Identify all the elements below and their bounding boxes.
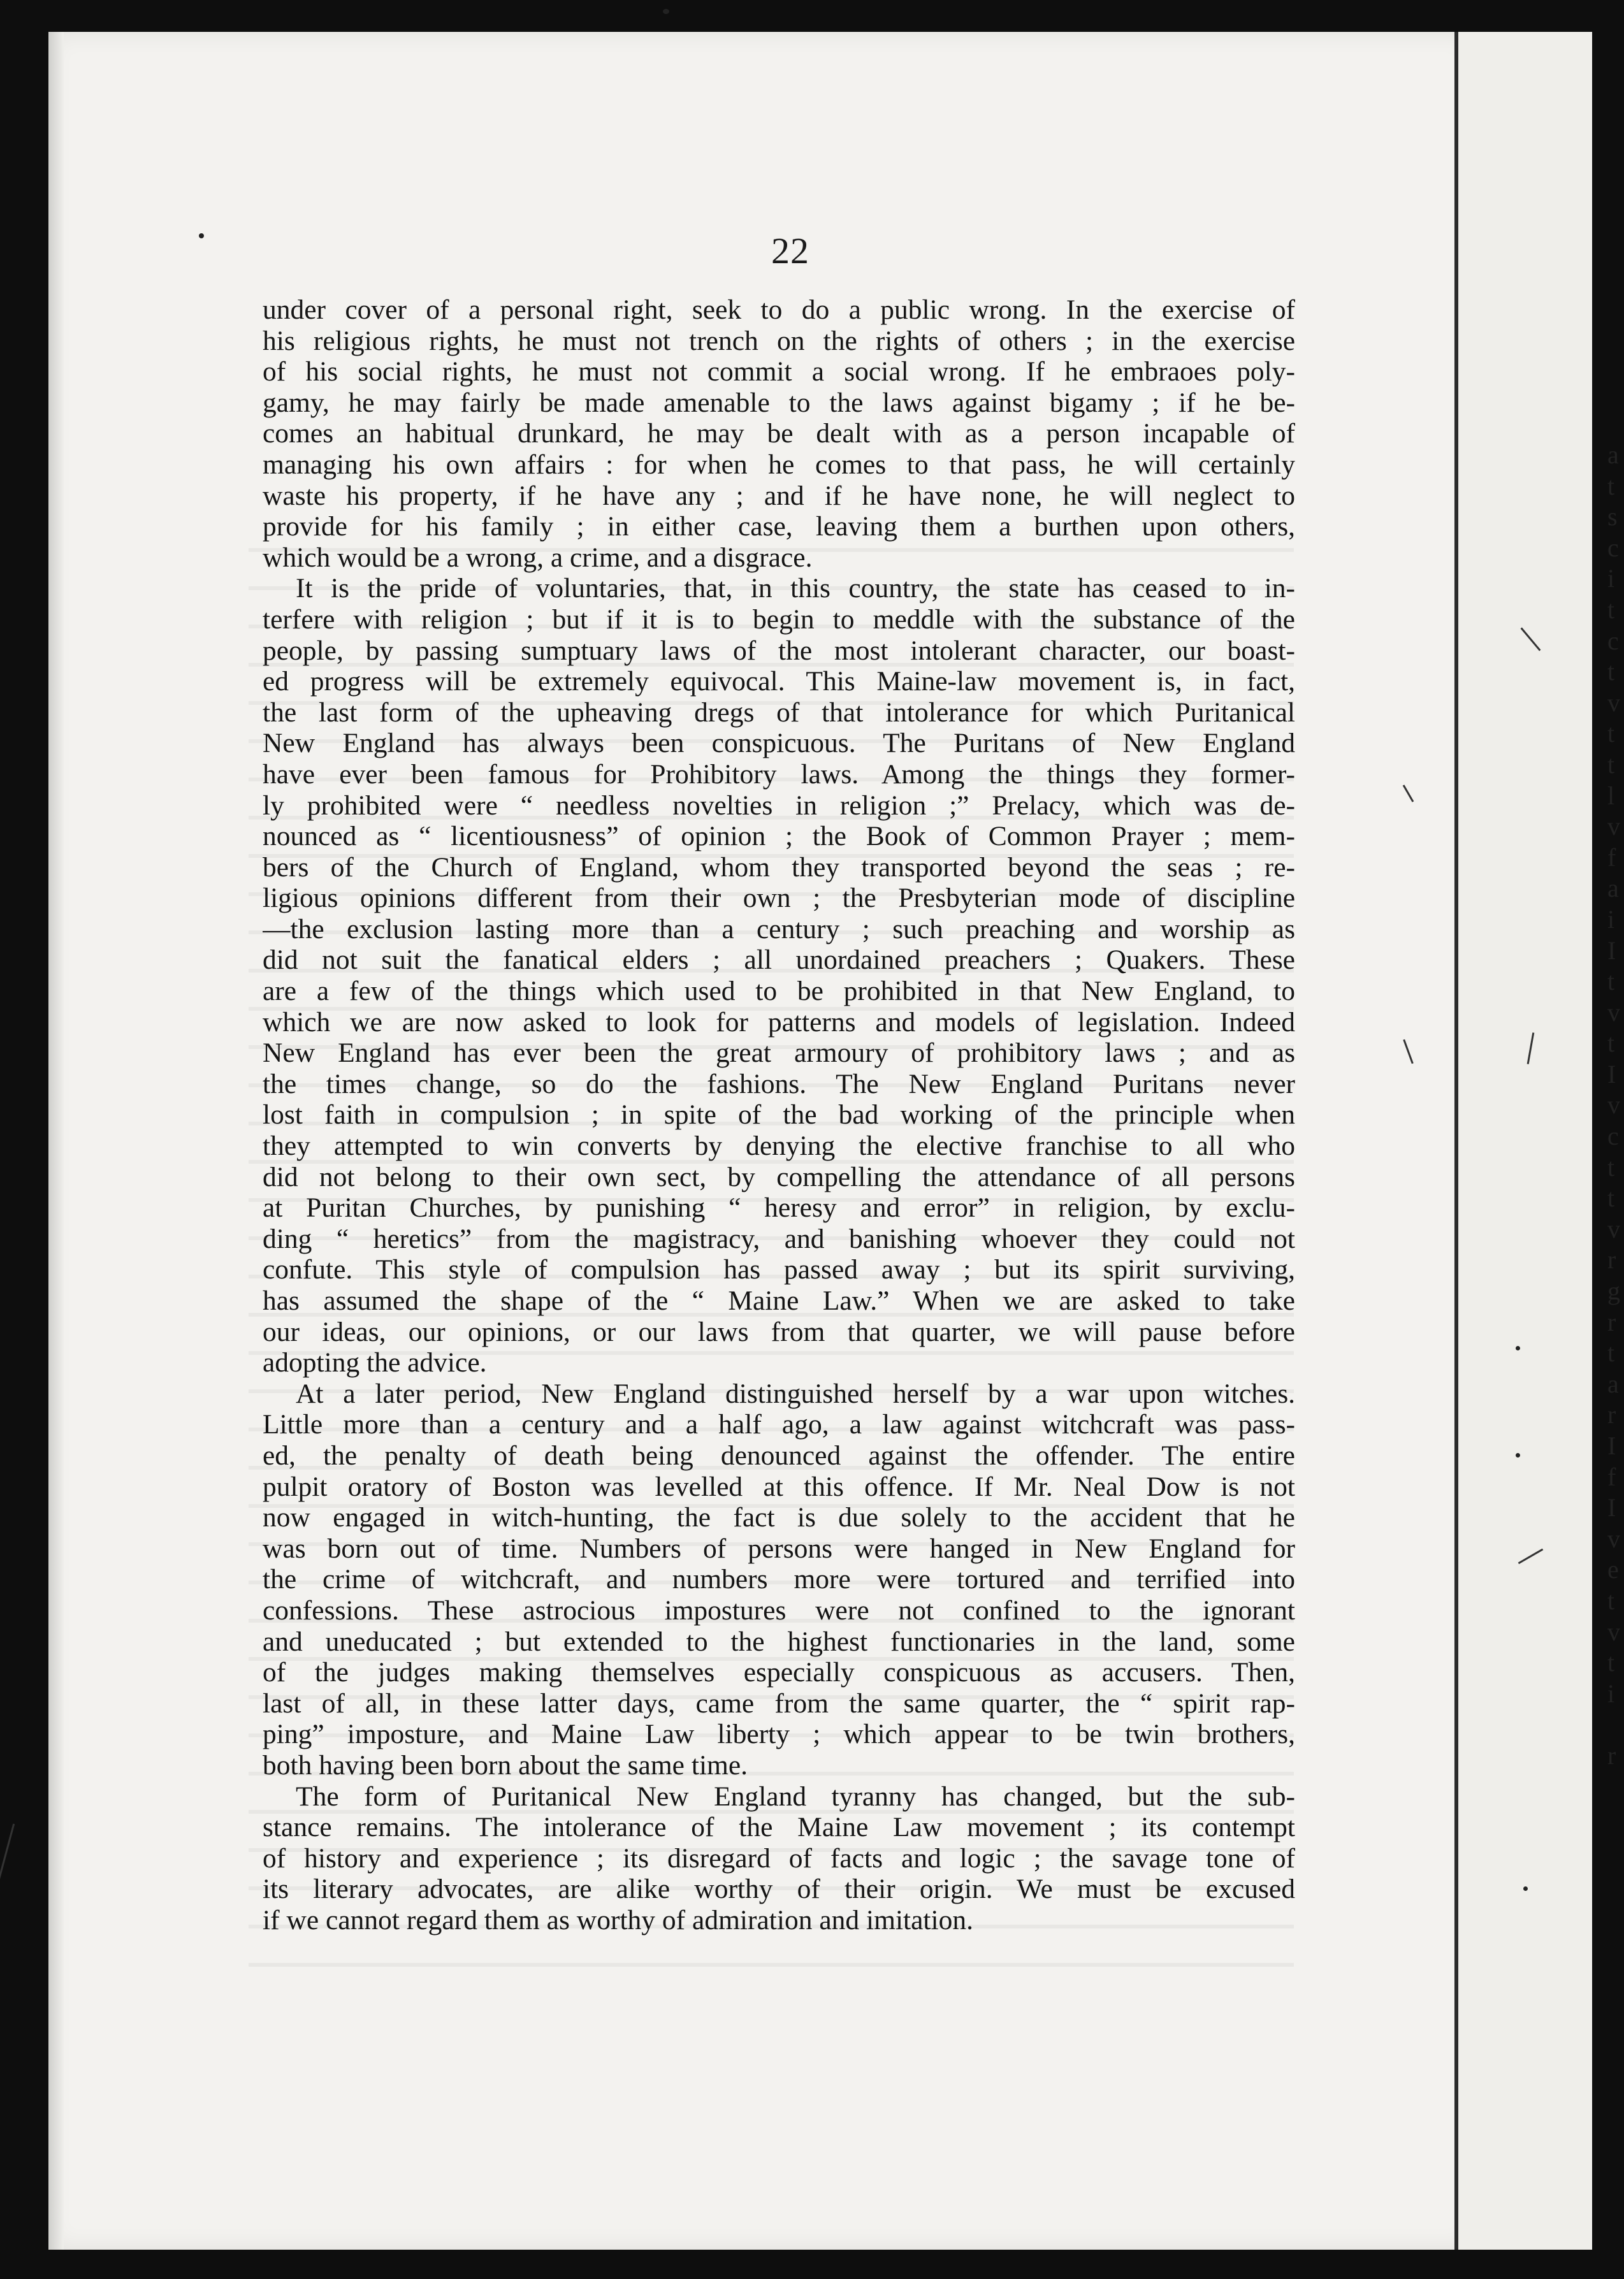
text-line: terfere with religion ; but if it is to begin to meddle with the substance of the	[263, 604, 1295, 635]
text-line: stance remains. The intolerance of the Maine Law movement ; its contempt	[263, 1812, 1295, 1843]
text-line: did not suit the fanatical elders ; all unordained preachers ; Quakers. These	[263, 944, 1295, 976]
text-line: the crime of witchcraft, and numbers more were tortured and terrified into	[263, 1564, 1295, 1595]
edge-letter: t	[1607, 1338, 1615, 1368]
text-line: confessions. These astrocious impostures were not confined to the ignorant	[263, 1595, 1295, 1626]
text-line: At a later period, New England distinguished herself by a war upon witches.	[296, 1378, 1295, 1409]
text-line: which we are now asked to look for patterns and models of legislation. Indeed	[263, 1006, 1295, 1038]
text-line: ping” imposture, and Maine Law liberty ; which appear to be twin brothers,	[263, 1719, 1295, 1750]
edge-letter: v	[1607, 1090, 1620, 1120]
edge-letter: a	[1607, 440, 1619, 469]
edge-letter: i	[1607, 1679, 1615, 1708]
adjacent-page	[1458, 32, 1592, 2250]
page-number: 22	[771, 230, 809, 271]
text-line: ligious opinions different from their own ; the Presbyterian mode of discipline	[263, 883, 1295, 914]
text-line: New England has ever been the great armoury of prohibitory laws ; and as	[263, 1038, 1295, 1069]
text-line: now engaged in witch-hunting, the fact is due solely to the accident that he	[263, 1502, 1295, 1533]
adjacent-page-text-edge	[1607, 440, 1624, 1772]
edge-letter: c	[1607, 1122, 1619, 1151]
text-line: ding “ heretics” from the magistracy, and banishing whoever they could not	[263, 1223, 1295, 1254]
edge-letter: r	[1607, 1307, 1616, 1336]
edge-letter: a	[1607, 874, 1619, 903]
text-line: adopting the advice.	[263, 1347, 487, 1378]
text-line: managing his own affairs : for when he comes to that pass, he will certainly	[263, 449, 1295, 480]
text-line: comes an habitual drunkard, he may be dealt with as a person incapable of	[263, 418, 1295, 449]
text-line: last of all, in these latter days, came from the same quarter, the “ spirit rap-	[263, 1688, 1295, 1719]
text-line: are a few of the things which used to be prohibited in that New England, to	[263, 976, 1295, 1007]
text-line: both having been born about the same time.	[263, 1749, 748, 1781]
text-line: —the exclusion lasting more than a century ; such preaching and worship as	[263, 913, 1295, 944]
edge-letter: s	[1607, 502, 1618, 532]
edge-letter: i	[1607, 564, 1615, 593]
edge-letter: i	[1607, 904, 1615, 934]
text-line: its literary advocates, are alike worthy of their origin. We must be excused	[263, 1874, 1295, 1905]
text-line: which would be a wrong, a crime, and a disgrace.	[263, 542, 813, 573]
body-text	[263, 294, 1295, 1935]
text-line: was born out of time. Numbers of persons were hanged in New England for	[263, 1533, 1295, 1564]
text-line: ed, the penalty of death being denounced against the offender. The entire	[263, 1440, 1295, 1471]
edge-letter: I	[1607, 1059, 1616, 1089]
page-left-edge	[48, 32, 64, 2250]
edge-letter: t	[1607, 471, 1615, 500]
edge-letter: f	[1607, 1462, 1616, 1491]
text-line: waste his property, if he have any ; and if he have none, he will neglect to	[263, 480, 1295, 511]
edge-letter: v	[1607, 997, 1620, 1027]
edge-letter: I	[1607, 936, 1616, 965]
edge-letter: t	[1607, 719, 1615, 748]
edge-letter: v	[1607, 1214, 1620, 1243]
scan-speck	[663, 9, 669, 14]
edge-letter: f	[1607, 843, 1616, 872]
text-line: The form of Puritanical New England tyranny has changed, but the sub-	[296, 1781, 1295, 1812]
text-line: did not belong to their own sect, by compelling the attendance of all persons	[263, 1161, 1295, 1192]
text-line: of his social rights, he must not commit a social wrong. If he embraoes poly-	[263, 356, 1295, 387]
text-line: of history and experience ; its disregard of facts and logic ; the savage tone of	[263, 1842, 1295, 1874]
edge-letter: t	[1607, 1029, 1615, 1058]
text-line: and uneducated ; but extended to the highest functionaries in the land, some	[263, 1626, 1295, 1657]
text-line: It is the pride of voluntaries, that, in this country, the state has ceased to in-	[296, 573, 1295, 604]
text-line: his religious rights, he must not trench on the rights of others ; in the exercise	[263, 325, 1295, 356]
edge-letter: c	[1607, 626, 1619, 655]
edge-letter: t	[1607, 1152, 1615, 1182]
text-line: the times change, so do the fashions. The New England Puritans never	[263, 1068, 1295, 1099]
text-line: New England has always been conspicuous. The Puritans of New England	[263, 728, 1295, 759]
text-line: ed progress will be extremely equivocal. This Maine-law movement is, in fact,	[263, 666, 1295, 697]
text-line: gamy, he may fairly be made amenable to the laws against bigamy ; if he be-	[263, 387, 1295, 418]
edge-letter: c	[1607, 533, 1619, 562]
text-line: have ever been famous for Prohibitory laws. Among the things they former-	[263, 758, 1295, 790]
edge-letter: a	[1607, 1369, 1619, 1398]
edge-letter	[1607, 1709, 1624, 1740]
text-line: at Puritan Churches, by punishing “ heresy and error” in religion, by exclu-	[263, 1192, 1295, 1224]
edge-letter: r	[1607, 1400, 1616, 1429]
edge-letter: t	[1607, 595, 1615, 624]
scan-speck	[1523, 1886, 1528, 1891]
text-line: ly prohibited were “ needless novelties in religion ;” Prelacy, which was de-	[263, 790, 1295, 821]
text-line: of the judges making themselves especially conspicuous as accusers. Then,	[263, 1657, 1295, 1688]
edge-letter: g	[1607, 1277, 1620, 1306]
edge-letter: I	[1607, 1493, 1616, 1523]
edge-letter: t	[1607, 1648, 1615, 1677]
scan-speck	[199, 233, 204, 238]
text-line: they attempted to win converts by denying the elective franchise to all who	[263, 1131, 1295, 1162]
scan-speck	[1516, 1346, 1520, 1350]
scan-speck	[1516, 1453, 1520, 1458]
edge-letter: v	[1607, 1524, 1620, 1553]
text-line: confute. This style of compulsion has passed away ; but its spirit surviving,	[263, 1254, 1295, 1285]
text-line: lost faith in compulsion ; in spite of the bad working of the principle when	[263, 1099, 1295, 1131]
edge-letter: v	[1607, 812, 1620, 841]
edge-letter: t	[1607, 749, 1615, 779]
edge-letter: v	[1607, 688, 1620, 717]
text-line: people, by passing sumptuary laws of the most intolerant character, our boast-	[263, 635, 1295, 666]
text-line: nounced as “ licentiousness” of opinion ; the Book of Common Prayer ; mem-	[263, 821, 1295, 852]
edge-letter: v	[1607, 1617, 1620, 1646]
text-line: the last form of the upheaving dregs of that intolerance for which Puritanical	[263, 697, 1295, 728]
text-line: has assumed the shape of the “ Maine Law.” When we are asked to take	[263, 1285, 1295, 1316]
edge-letter: t	[1607, 657, 1615, 686]
edge-letter: t	[1607, 1183, 1615, 1213]
text-line: if we cannot regard them as worthy of admiration and imitation.	[263, 1904, 973, 1935]
text-line: under cover of a personal right, seek to do a public wrong. In the exercise of	[263, 294, 1295, 325]
text-line: provide for his family ; in either case, leaving them a burthen upon others,	[263, 511, 1295, 542]
edge-letter: r	[1607, 1740, 1616, 1770]
text-line: our ideas, our opinions, or our laws from that quarter, we will pause before	[263, 1316, 1295, 1347]
text-line: Little more than a century and a half ago, a law against witchcraft was pass-	[263, 1409, 1295, 1440]
text-line: bers of the Church of England, whom they transported beyond the seas ; re-	[263, 851, 1295, 883]
text-line: pulpit oratory of Boston was levelled at this offence. If Mr. Neal Dow is not	[263, 1471, 1295, 1502]
edge-letter: I	[1607, 1431, 1616, 1460]
edge-letter: t	[1607, 1586, 1615, 1615]
edge-letter: l	[1607, 781, 1615, 810]
edge-letter: t	[1607, 967, 1615, 996]
edge-letter: e	[1607, 1555, 1619, 1584]
edge-letter: r	[1607, 1245, 1616, 1275]
